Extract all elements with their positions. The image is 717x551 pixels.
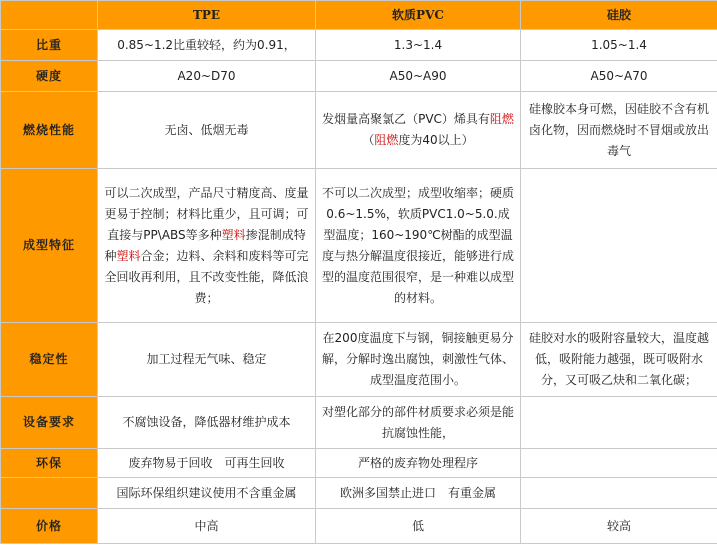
row-equipment bbox=[1, 397, 717, 449]
row-molding bbox=[1, 169, 717, 323]
cell-equipment-silicone bbox=[521, 397, 717, 449]
label-molding: 成型特征 bbox=[1, 169, 98, 323]
row-hardness bbox=[1, 61, 717, 92]
label-hardness: 硬度 bbox=[1, 61, 98, 92]
cell-stability-silicone: 硅胶对水的吸附容量较大，温度越低，吸附能力越强，既可吸附水分，又可吸乙炔和二氧化碳； bbox=[521, 323, 717, 397]
text-segment: 掺混制成特种 bbox=[104, 227, 306, 263]
text-segment: 可以二次成型，产品尺寸精度高、度量更易于控制；材料比重少，且可调；可直接与PP\ABS等多种 bbox=[104, 185, 309, 242]
cell-hardness-silicone: A50~A70 bbox=[521, 61, 717, 92]
label-combustion: 燃烧性能 bbox=[1, 92, 98, 169]
cell-combustion-tpe: 无卤、低烟无毒 bbox=[98, 92, 316, 169]
header-pvc: 软质PVC bbox=[316, 1, 521, 30]
highlight-plastic: 塑料 bbox=[116, 248, 141, 263]
text-segment: 发烟量高聚氯乙（PVC）烯具有 bbox=[322, 112, 490, 126]
cell-price-tpe: 中高 bbox=[98, 509, 316, 544]
header-tpe: TPE bbox=[98, 1, 316, 30]
text-segment: （ bbox=[362, 133, 375, 147]
cell-molding-silicone bbox=[521, 169, 717, 323]
cell-hardness-tpe: A20~D70 bbox=[98, 61, 316, 92]
label-environment-cont bbox=[1, 478, 98, 509]
cell-price-silicone: 较高 bbox=[521, 509, 717, 544]
text-segment: 度为40以上） bbox=[398, 133, 474, 147]
row-density bbox=[1, 30, 717, 61]
cell-molding-pvc: 不可以二次成型；成型收缩率；硬质0.6~1.5%，软质PVC1.0~5.0.成型温度；160~190℃树酯的成型温度与热分解温度很接近，能够进行成型的温度范围很窄，是一种难以成型的材料。 bbox=[316, 169, 521, 323]
cell-density-tpe: 0.85~1.2比重较轻，约为0.91， bbox=[98, 30, 316, 61]
cell-equipment-pvc: 对塑化部分的部件材质要求必须是能抗腐蚀性能， bbox=[316, 397, 521, 449]
header-corner bbox=[1, 1, 98, 30]
cell-env2-pvc: 欧洲多国禁止进口 有重金属 bbox=[316, 478, 521, 509]
cell-stability-tpe: 加工过程无气味、稳定 bbox=[98, 323, 316, 397]
cell-molding-tpe bbox=[98, 169, 316, 323]
cell-equipment-tpe: 不腐蚀设备，降低器材维护成本 bbox=[98, 397, 316, 449]
cell-env1-silicone bbox=[521, 449, 717, 478]
label-equipment: 设备要求 bbox=[1, 397, 98, 449]
label-density: 比重 bbox=[1, 30, 98, 61]
label-stability: 稳定性 bbox=[1, 323, 98, 397]
cell-price-pvc: 低 bbox=[316, 509, 521, 544]
row-combustion bbox=[1, 92, 717, 169]
cell-combustion-silicone: 硅橡胶本身可燃，因硅胶不含有机卤化物，因而燃烧时不冒烟或放出毒气 bbox=[521, 92, 717, 169]
highlight-flame-retardant: 阻燃 bbox=[374, 133, 399, 147]
cell-env2-silicone bbox=[521, 478, 717, 509]
cell-env1-pvc: 严格的废弃物处理程序 bbox=[316, 449, 521, 478]
row-environment-2 bbox=[1, 478, 717, 509]
row-price bbox=[1, 509, 717, 544]
cell-combustion-pvc bbox=[316, 92, 521, 169]
highlight-flame-retardant: 阻燃 bbox=[489, 112, 514, 126]
cell-density-silicone: 1.05~1.4 bbox=[521, 30, 717, 61]
row-stability bbox=[1, 323, 717, 397]
cell-env2-tpe: 国际环保组织建议使用不含重金属 bbox=[98, 478, 316, 509]
header-silicone: 硅胶 bbox=[521, 1, 717, 30]
text-segment: 合金；边料、余料和废料等可完全回收再利用，且不改变性能，降低浪费； bbox=[104, 248, 309, 305]
cell-density-pvc: 1.3~1.4 bbox=[316, 30, 521, 61]
label-price: 价格 bbox=[1, 509, 98, 544]
label-environment: 环保 bbox=[1, 449, 98, 478]
highlight-plastic: 塑料 bbox=[221, 227, 246, 242]
cell-hardness-pvc: A50~A90 bbox=[316, 61, 521, 92]
cell-env1-tpe: 废弃物易于回收 可再生回收 bbox=[98, 449, 316, 478]
header-row bbox=[1, 1, 717, 30]
cell-stability-pvc: 在200度温度下与钢，铜接触更易分解，分解时逸出腐蚀，刺激性气体、成型温度范围小。 bbox=[316, 323, 521, 397]
row-environment-1 bbox=[1, 449, 717, 478]
